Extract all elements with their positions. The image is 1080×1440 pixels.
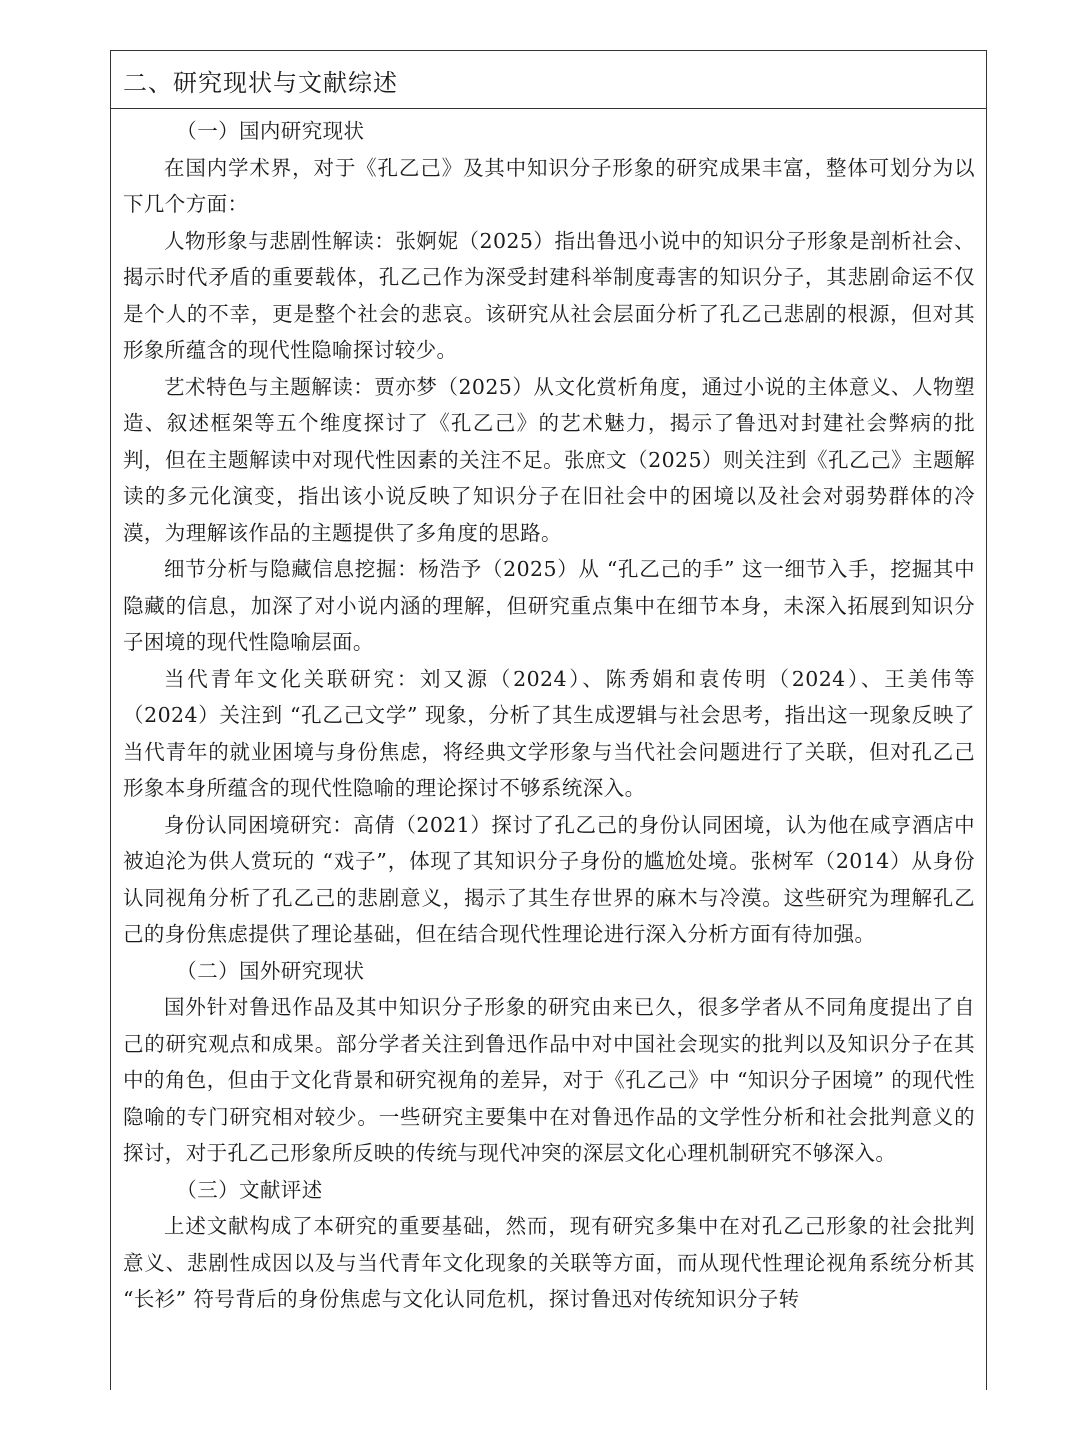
subsection-heading-domestic: （一）国内研究现状 (176, 119, 365, 143)
section-title: 二、研究现状与文献综述 (123, 69, 398, 97)
paragraph-character-tragedy: 人物形象与悲剧性解读：张婀妮（2025）指出鲁迅小说中的知识分子形象是剖析社会、揭示时代矛盾的重要载体，孔乙己作为深受封建科举制度毒害的知识分子，其悲剧命运不仅是个人的不幸，更是整个社会的悲哀。该研究从社会层面分析了孔乙己悲剧的根源，但对其形象所蕴含的现代性隐喻探讨较少。 (123, 228, 975, 362)
document-table-frame (110, 50, 987, 1390)
paragraph-domestic-intro: 在国内学术界，对于《孔乙己》及其中知识分子形象的研究成果丰富，整体可划分为以下几个方面： (123, 155, 975, 216)
paragraph-youth-culture: 当代青年文化关联研究：刘又源（2024）、陈秀娟和袁传明（2024）、王美伟等（2024）关注到 “孔乙己文学” 现象，分析了其生成逻辑与社会思考，指出这一现象反映了当代青年的就业困境与身份焦虑，将经典文学形象与当代社会问题进行了关联，但对孔乙己形象本身所蕴含的现代性隐喻的理论探讨不够系统深入。 (123, 666, 975, 800)
paragraph-detail-analysis: 细节分析与隐藏信息挖掘：杨浩予（2025）从 “孔乙己的手” 这一细节入手，挖掘其中隐藏的信息，加深了对小说内涵的理解，但研究重点集中在细节本身，未深入拓展到知识分子困境的现代性隐喻层面。 (123, 557, 975, 654)
paragraph-identity: 身份认同困境研究：高倩（2021）探讨了孔乙己的身份认同困境，认为他在咸亨酒店中被迫沦为供人赏玩的 “戏子”，体现了其知识分子身份的尴尬处境。张树军（2014）从身份认同视角分析了孔乙己的悲剧意义，揭示了其生存世界的麻木与冷漠。这些研究为理解孔乙己的身份焦虑提供了理论基础，但在结合现代性理论进行深入分析方面有待加强。 (123, 812, 975, 946)
paragraph-literature-review: 上述文献构成了本研究的重要基础，然而，现有研究多集中在对孔乙己形象的社会批判意义、悲剧性成因以及与当代青年文化现象的关联等方面，而从现代性理论视角系统分析其 “长衫” 符号背后的身份焦虑与文化认同危机，探讨鲁迅对传统知识分子转 (123, 1214, 975, 1311)
paragraph-artistic-theme: 艺术特色与主题解读：贾亦梦（2025）从文化赏析角度，通过小说的主体意义、人物塑造、叙述框架等五个维度探讨了《孔乙己》的艺术魅力，揭示了鲁迅对封建社会弊病的批判，但在主题解读中对现代性因素的关注不足。张庶文（2025）则关注到《孔乙己》主题解读的多元化演变，指出该小说反映了知识分子在旧社会中的困境以及社会对弱势群体的冷漠，为理解该作品的主题提供了多角度的思路。 (123, 374, 975, 545)
subsection-heading-foreign: （二）国外研究现状 (176, 958, 365, 983)
section-header-row (111, 51, 986, 109)
document-body (123, 113, 975, 1318)
subsection-heading-review: （三）文献评述 (176, 1177, 323, 1202)
paragraph-foreign-research: 国外针对鲁迅作品及其中知识分子形象的研究由来已久，很多学者从不同角度提出了自己的研究观点和成果。部分学者关注到鲁迅作品中对中国社会现实的批判以及知识分子在其中的角色，但由于文化背景和研究视角的差异，对于《孔乙己》中 “知识分子困境” 的现代性隐喻的专门研究相对较少。一些研究主要集中在对鲁迅作品的文学性分析和社会批判意义的探讨，对于孔乙己形象所反映的传统与现代冲突的深层文化心理机制研究不够深入。 (123, 995, 975, 1165)
